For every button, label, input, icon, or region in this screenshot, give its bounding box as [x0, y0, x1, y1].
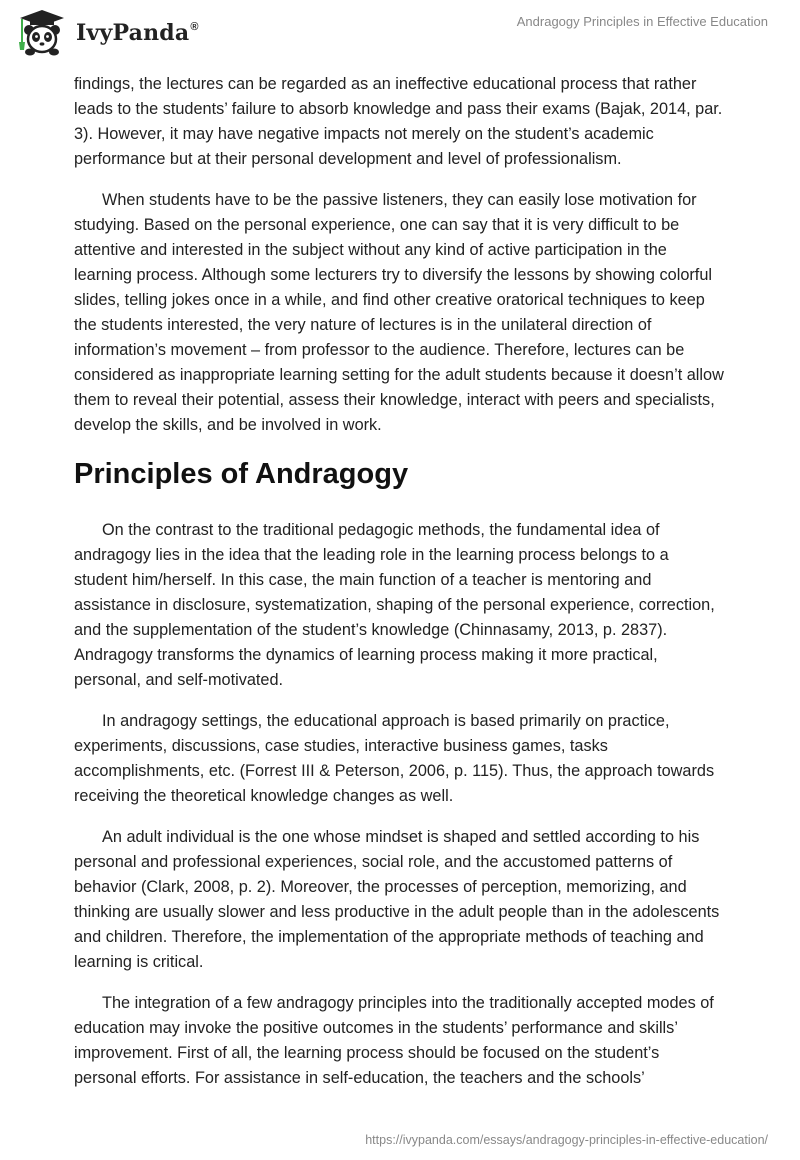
paragraph-4: In andragogy settings, the educational approach is based primarily on practice, experiments, discussions, case studies, interactive business games, tasks accomplishments, etc. (Forrest III & Peterson, 2006, p. 115). Thus, the approach towards receiving the theoretical knowledge changes as well. [74, 712, 715, 805]
paragraph-1: findings, the lectures can be regarded as an ineffective educational process that rather leads to the students’ failure to absorb knowledge and pass their exams (Bajak, 2014, par. 3). However, it may have negative impacts not merely on the student’s academic performance but at their personal development and level of professionalism. [74, 75, 723, 168]
page-header [0, 0, 800, 70]
registered-mark: ® [190, 21, 199, 33]
logo-wordmark [76, 20, 199, 46]
paragraph-5: An adult individual is the one whose mindset is shaped and settled according to his personal and professional experiences, social role, and the accustomed patterns of behavior (Clark, 2008, p. 2). Moreover, the processes of perception, memorizing, and thinking are usually slower and less productive in the adult people than in the adolescents and children. Therefore, the implementation of the appropriate methods of teaching and learning is critical. [74, 828, 720, 971]
ivypanda-logo[interactable] [14, 8, 199, 58]
paragraph-6: The integration of a few andragogy principles into the traditionally accepted modes of education may invoke the positive outcomes in the students’ performance and skills’ improvement. First of all, the learning process should be focused on the student’s personal efforts. For assistance in self-education, the teachers and the schools’ [74, 994, 714, 1087]
source-url[interactable]: https://ivypanda.com/essays/andragogy-principles-in-effective-education/ [365, 1133, 768, 1147]
section-heading: Principles of Andragogy [74, 458, 409, 490]
paragraph-2: When students have to be the passive listeners, they can easily lose motivation for studying. Based on the personal experience, one can say that it is very difficult to be attentive and interested in the subject without any kind of active participation in the learning process. Although some lecturers try to diversify the lessons by showing colorful slides, telling jokes once in a while, and find other creative oratorical techniques to keep the students interested, the very nature of lectures is in the unilateral direction of information’s movement – from professor to the audience. Therefore, lectures can be considered as inappropriate learning setting for the adult students because it doesn’t allow them to reveal their potential, assess their knowledge, interact with peers and specialists, develop the skills, and be involved in work. [74, 191, 724, 434]
essay-body [74, 72, 726, 1107]
paragraph-3: On the contrast to the traditional pedagogic methods, the fundamental idea of andragogy lies in the idea that the leading role in the learning process belongs to a student him/herself. In this case, the main function of a teacher is mentoring and assistance in disclosure, systematization, shaping of the personal experience, correction, and the supplementation of the student’s knowledge (Chinnasamy, 2013, p. 2837). Andragogy transforms the dynamics of learning process making it more practical, personal, and self-motivated. [74, 521, 715, 689]
document-title: Andragogy Principles in Effective Education [516, 14, 768, 29]
panda-graduate-icon [14, 8, 70, 58]
logo-text: IvyPanda [76, 20, 190, 46]
